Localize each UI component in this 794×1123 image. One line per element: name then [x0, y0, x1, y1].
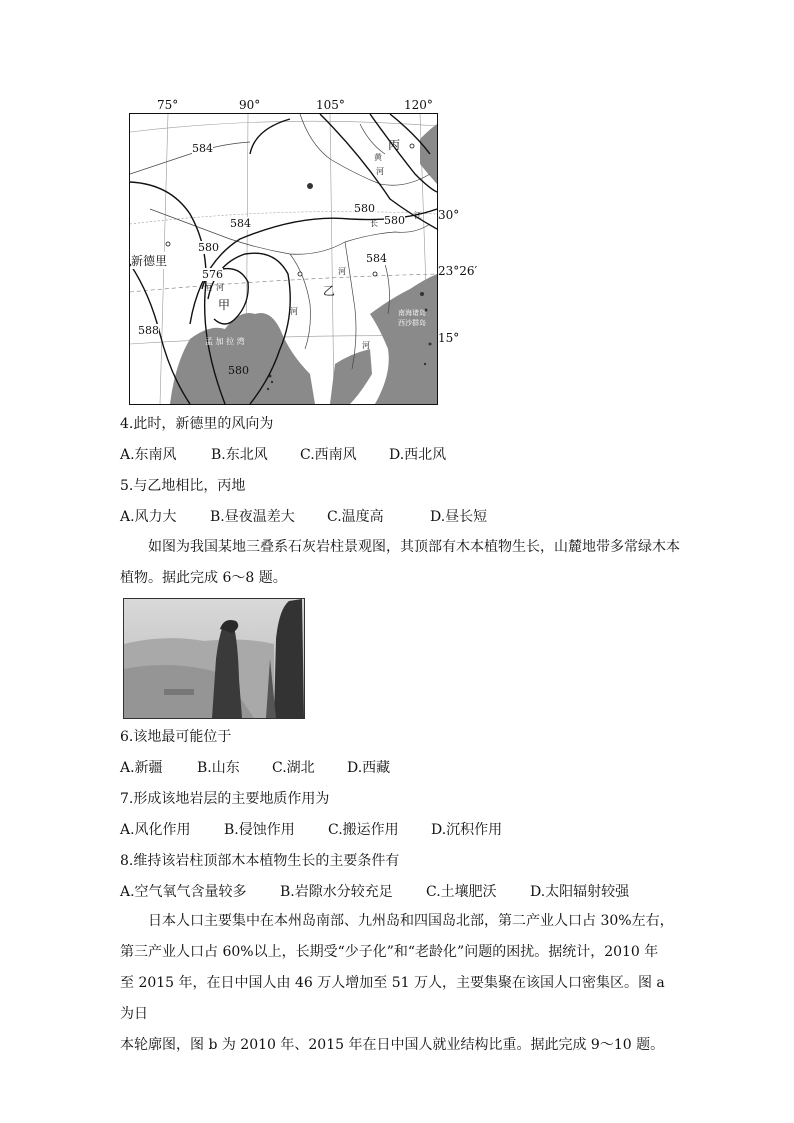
question-4-stem: 4.此时，新德里的风向为: [120, 416, 274, 432]
contour-label: 588: [138, 324, 159, 337]
contour-label: 576: [202, 268, 223, 281]
place-bing: 丙: [388, 138, 401, 152]
option-c: C.土壤肥沃: [426, 884, 497, 900]
question-6-stem: 6.该地最可能位于: [120, 729, 232, 745]
river-char: 河: [362, 341, 370, 350]
paragraph-line: 第三产业人口占 60%以上，长期受“少子化”和“老龄化”问题的困扰。据统计，2010 年: [120, 944, 659, 960]
question-5-stem: 5.与乙地相比，丙地: [120, 478, 246, 494]
intro-paragraph-6-8: [120, 532, 680, 594]
option-b: B.山东: [197, 760, 240, 776]
option-d: D.沉积作用: [431, 822, 503, 838]
option-c: C.湖北: [272, 760, 315, 776]
contour-label: 584: [366, 252, 387, 265]
option-d: D.昼长短: [430, 509, 488, 525]
contour-label: 584: [192, 142, 213, 155]
map-drawing: [130, 114, 437, 404]
question-7-stem: 7.形成该地岩层的主要地质作用为: [120, 791, 330, 807]
isobar-map: [129, 113, 438, 405]
question-8-stem: 8.维持该岩柱顶部木本植物生长的主要条件有: [120, 853, 400, 869]
longitude-label-90: 90°: [239, 98, 261, 112]
contour-label: 580: [384, 214, 405, 227]
longitude-label-75: 75°: [157, 98, 179, 112]
option-d: D.西北风: [389, 447, 447, 463]
place-new-delhi: 新德里: [131, 254, 168, 268]
option-c: C.温度高: [327, 509, 384, 525]
paragraph-line: 至 2015 年，在日中国人由 46 万人增加至 51 万人，主要集聚在该国人口密集区。图 a 为日: [120, 975, 665, 1022]
place-jia: 甲: [218, 298, 231, 312]
paragraph-line: 本轮廓图，图 b 为 2010 年、2015 年在日中国人就业结构比重。据此完成 9～10 题。: [120, 1037, 665, 1053]
contour-label: 584: [230, 217, 251, 230]
river-char: 河: [290, 307, 298, 316]
label-bay-of-bengal: 孟 加 拉 湾: [205, 337, 245, 346]
option-a: A.空气氧气含量较多: [120, 884, 247, 900]
option-d: D.西藏: [347, 760, 391, 776]
contour-label: 580: [354, 202, 375, 215]
river-char: 黄: [374, 153, 382, 162]
latitude-label-30: 30°: [438, 208, 460, 222]
longitude-label-105: 105°: [316, 98, 345, 112]
place-yi: 乙: [323, 284, 336, 298]
limestone-pillar-photo: [123, 598, 305, 719]
river-char: 河: [376, 167, 384, 176]
option-c: C.搬运作用: [328, 822, 399, 838]
option-b: B.岩隙水分较充足: [280, 884, 393, 900]
river-char: 河: [338, 267, 346, 276]
option-b: B.侵蚀作用: [224, 822, 295, 838]
paragraph-line: 植物。据此完成 6～8 题。: [120, 570, 287, 586]
option-a: A.风化作用: [120, 822, 191, 838]
option-d: D.太阳辐射较强: [530, 884, 630, 900]
river-char: 恒: [204, 283, 212, 292]
contour-label: 580: [198, 241, 219, 254]
longitude-label-120: 120°: [404, 98, 433, 112]
option-a: A.新疆: [120, 760, 163, 776]
option-a: A.风力大: [120, 509, 177, 525]
river-char: 江: [414, 211, 422, 220]
intro-paragraph-9-10: [120, 906, 680, 1061]
latitude-label-15: 15°: [438, 331, 460, 345]
contour-label: 580: [228, 364, 249, 377]
option-c: C.西南风: [300, 447, 357, 463]
option-b: B.东北风: [211, 447, 268, 463]
option-a: A.东南风: [120, 447, 177, 463]
latitude-label-tropic: 23°26′: [438, 264, 478, 278]
paragraph-line: 如图为我国某地三叠系石灰岩柱景观图，其顶部有木本植物生长，山麓地带多常绿木本: [148, 539, 680, 555]
option-b: B.昼夜温差大: [210, 509, 295, 525]
label-south-china-sea-islands: 南海诸岛 西沙群岛: [398, 309, 426, 327]
paragraph-line: 日本人口主要集中在本州岛南部、九州岛和四国岛北部，第二产业人口占 30%左右，: [148, 913, 674, 929]
river-char: 长: [370, 219, 378, 228]
river-char: 河: [216, 283, 224, 292]
